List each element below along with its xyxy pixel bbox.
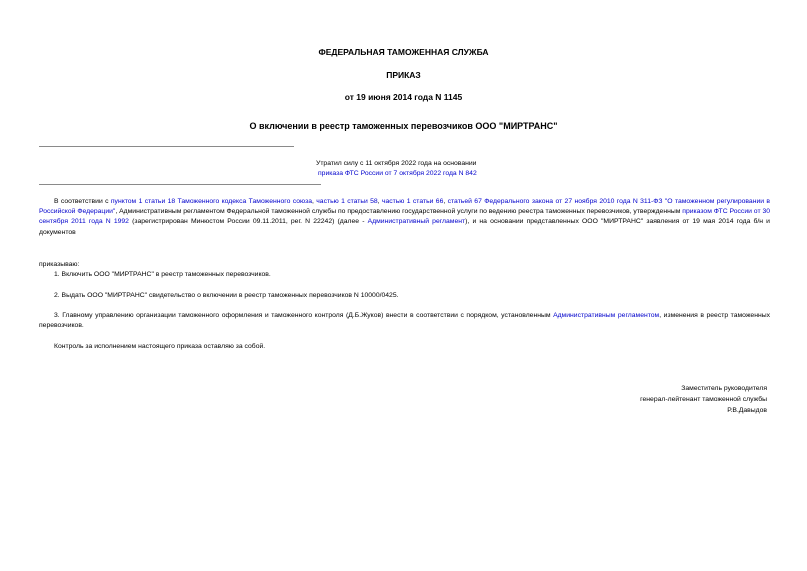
- signature-position: Заместитель руководителя: [681, 385, 767, 392]
- document-type: ПРИКАЗ: [386, 70, 421, 80]
- link-art58[interactable]: частью 1 статьи 58: [316, 198, 378, 205]
- signature-rank: генерал-лейтенант таможенной службы: [640, 396, 767, 403]
- preamble-text-1: В соответствии с: [54, 198, 111, 205]
- link-order-1992[interactable]: приказом ФТС России от 30 сентября 2011 года N 1992: [39, 208, 771, 226]
- link-admin-regulation[interactable]: Административный регламент: [367, 218, 466, 226]
- status-text: Утратил силу с 11 октября 2022 года на основании: [316, 160, 477, 167]
- order-item-3: [39, 311, 770, 331]
- preamble-text-5: , Административным регламентом Федеральной таможенной службы по предоставлению государственной услуги по ведению реестра таможенных перевозчиков, утвержденным: [115, 208, 683, 216]
- preamble-text-4: ,: [443, 198, 448, 205]
- order-item-1: 1. Включить ООО "МИРТРАНС" в реестр таможенных перевозчиков.: [54, 271, 271, 278]
- status-bottom-rule: [39, 184, 321, 185]
- signature-block: [640, 383, 767, 416]
- order-lead: приказываю:: [39, 261, 80, 268]
- status-top-rule: [39, 146, 294, 147]
- preamble-paragraph: [39, 197, 770, 238]
- control-paragraph: Контроль за исполнением настоящего приказа оставляю за собой.: [54, 343, 266, 350]
- link-federal-law-311[interactable]: статьей 67 Федерального закона от 27 ноября 2010 года N 311-ФЗ "О таможенном регулировании в Российской Федерации": [39, 198, 771, 216]
- preamble-text-2: ,: [311, 198, 317, 205]
- link-tk-ts-art18[interactable]: пунктом 1 статьи 18 Таможенного кодекса Таможенного союза: [110, 198, 312, 205]
- preamble-text-6: (зарегистрирован Минюстом России 09.11.2011, рег. N 22242) (далее -: [128, 218, 368, 226]
- status-link[interactable]: приказа ФТС России от 7 октября 2022 года N 842: [318, 170, 477, 177]
- preamble-text-3: ,: [377, 198, 382, 205]
- order-item-3-text-a: 3. Главному управлению организации таможенного оформления и таможенного контроля (Д.Б.Жуков) внести в соответствии с порядком, установленным: [54, 312, 554, 319]
- link-admin-regulation-2[interactable]: Административным регламентом: [553, 312, 660, 319]
- preamble-text-7: ), и на основании представленных ООО "МИРТРАНС" заявления от 19 мая 2014 года б/н и документов: [39, 218, 770, 236]
- link-art66[interactable]: частью 1 статьи 66: [381, 198, 444, 205]
- order-item-2: 2. Выдать ООО "МИРТРАНС" свидетельство о включении в реестр таможенных перевозчиков N 10000/0425.: [54, 292, 399, 299]
- agency-name: ФЕДЕРАЛЬНАЯ ТАМОЖЕННАЯ СЛУЖБА: [318, 47, 489, 57]
- document-date-number: от 19 июня 2014 года N 1145: [344, 92, 463, 102]
- signature-name: Р.В.Давыдов: [727, 407, 767, 414]
- document-title: О включении в реестр таможенных перевозчиков ООО "МИРТРАНС": [249, 121, 558, 131]
- order-item-3-text-b: , изменения в реестр таможенных перевозчиков.: [39, 312, 770, 330]
